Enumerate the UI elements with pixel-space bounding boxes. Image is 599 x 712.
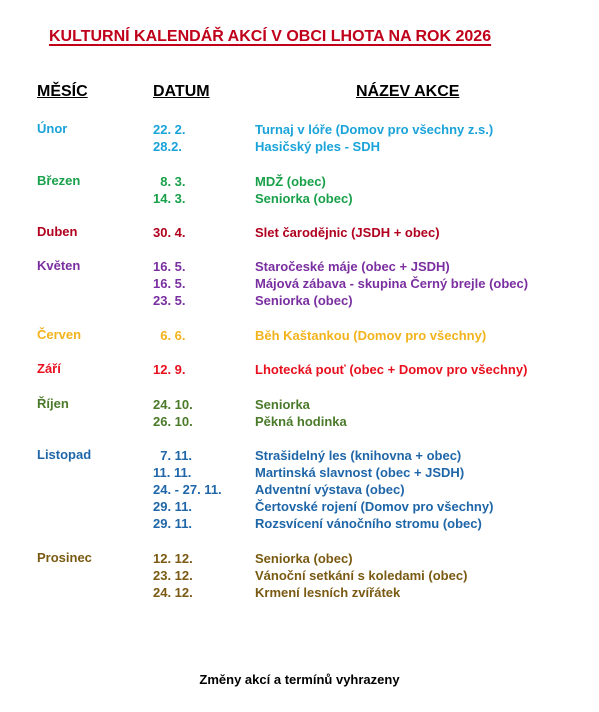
event-name: Běh Kaštankou (Domov pro všechny)	[255, 328, 487, 343]
event-date: 16. 5.	[153, 259, 186, 274]
month-group	[0, 258, 599, 309]
event-date: 23. 12.	[153, 568, 193, 583]
event-row	[0, 396, 599, 413]
month-name: Červen	[37, 327, 82, 342]
event-name: Slet čarodějnic (JSDH + obec)	[255, 225, 440, 240]
event-name: Vánoční setkání s koledami (obec)	[255, 568, 468, 583]
header-month: MĚSÍC	[37, 83, 88, 100]
event-name: Seniorka	[255, 397, 310, 412]
event-name: Hasičský ples - SDH	[255, 139, 381, 154]
event-row	[0, 567, 599, 584]
event-name: Seniorka (obec)	[255, 551, 353, 566]
event-date: 26. 10.	[153, 414, 193, 429]
event-date: 8. 3.	[153, 174, 186, 189]
event-row	[0, 413, 599, 430]
event-date: 24. - 27. 11.	[153, 482, 222, 497]
event-date: 29. 11.	[153, 499, 193, 514]
month-group	[0, 447, 599, 532]
event-date: 29. 11.	[153, 516, 193, 531]
event-row	[0, 361, 599, 378]
event-name: Rozsvícení vánočního stromu (obec)	[255, 516, 482, 531]
event-date: 11. 11.	[153, 465, 192, 480]
event-date: 12. 12.	[153, 551, 193, 566]
event-date: 16. 5.	[153, 276, 186, 291]
month-group	[0, 396, 599, 430]
event-row	[0, 550, 599, 567]
event-name: Adventní výstava (obec)	[255, 482, 405, 497]
event-name: MDŽ (obec)	[255, 174, 326, 189]
event-name: Krmení lesních zvířátek	[255, 585, 401, 600]
month-group	[0, 327, 599, 344]
event-date: 14. 3.	[153, 191, 186, 206]
event-date: 6. 6.	[153, 328, 186, 343]
month-name: Září	[37, 361, 61, 376]
event-row	[0, 121, 599, 138]
event-name: Pěkná hodinka	[255, 414, 347, 429]
event-row	[0, 447, 599, 464]
event-row	[0, 327, 599, 344]
event-name: Seniorka (obec)	[255, 191, 353, 206]
event-date: 7. 11.	[153, 448, 193, 463]
event-name: Martinská slavnost (obec + JSDH)	[255, 465, 465, 480]
event-row	[0, 481, 599, 498]
month-name: Prosinec	[37, 550, 92, 565]
page-title: KULTURNÍ KALENDÁŘ AKCÍ V OBCI LHOTA NA ROK 2026	[49, 28, 492, 45]
event-row	[0, 224, 599, 241]
event-row	[0, 464, 599, 481]
header-event: NÁZEV AKCE	[356, 83, 460, 100]
event-name: Strašidelný les (knihovna + obec)	[255, 448, 462, 463]
month-name: Březen	[37, 173, 81, 188]
event-row	[0, 138, 599, 155]
event-date: 24. 12.	[153, 585, 193, 600]
event-row	[0, 292, 599, 309]
month-name: Květen	[37, 258, 81, 273]
event-name: Čertovské rojení (Domov pro všechny)	[255, 499, 494, 514]
header-date: DATUM	[153, 83, 210, 100]
event-row	[0, 515, 599, 532]
month-group	[0, 361, 599, 378]
event-date: 23. 5.	[153, 293, 186, 308]
event-row	[0, 498, 599, 515]
event-row	[0, 190, 599, 207]
month-group	[0, 121, 599, 155]
footer-note: Změny akcí a termínů vyhrazeny	[199, 672, 400, 687]
event-date: 30. 4.	[153, 225, 186, 240]
event-row	[0, 275, 599, 292]
month-group	[0, 173, 599, 207]
month-group	[0, 224, 599, 241]
event-name: Turnaj v lóře (Domov pro všechny z.s.)	[255, 122, 494, 137]
event-row	[0, 258, 599, 275]
event-date: 22. 2.	[153, 122, 186, 137]
month-name: Duben	[37, 224, 78, 239]
event-row	[0, 584, 599, 601]
event-date: 12. 9.	[153, 362, 186, 377]
event-row	[0, 173, 599, 190]
event-name: Seniorka (obec)	[255, 293, 353, 308]
month-name: Únor	[37, 121, 68, 136]
month-name: Říjen	[37, 396, 69, 411]
event-name: Lhotecká pouť (obec + Domov pro všechny)	[255, 362, 528, 377]
event-name: Májová zábava - skupina Černý brejle (obec)	[255, 276, 529, 291]
event-name: Staročeské máje (obec + JSDH)	[255, 259, 450, 274]
event-date: 28.2.	[153, 139, 182, 154]
month-name: Listopad	[37, 447, 92, 462]
event-date: 24. 10.	[153, 397, 193, 412]
month-group	[0, 550, 599, 601]
